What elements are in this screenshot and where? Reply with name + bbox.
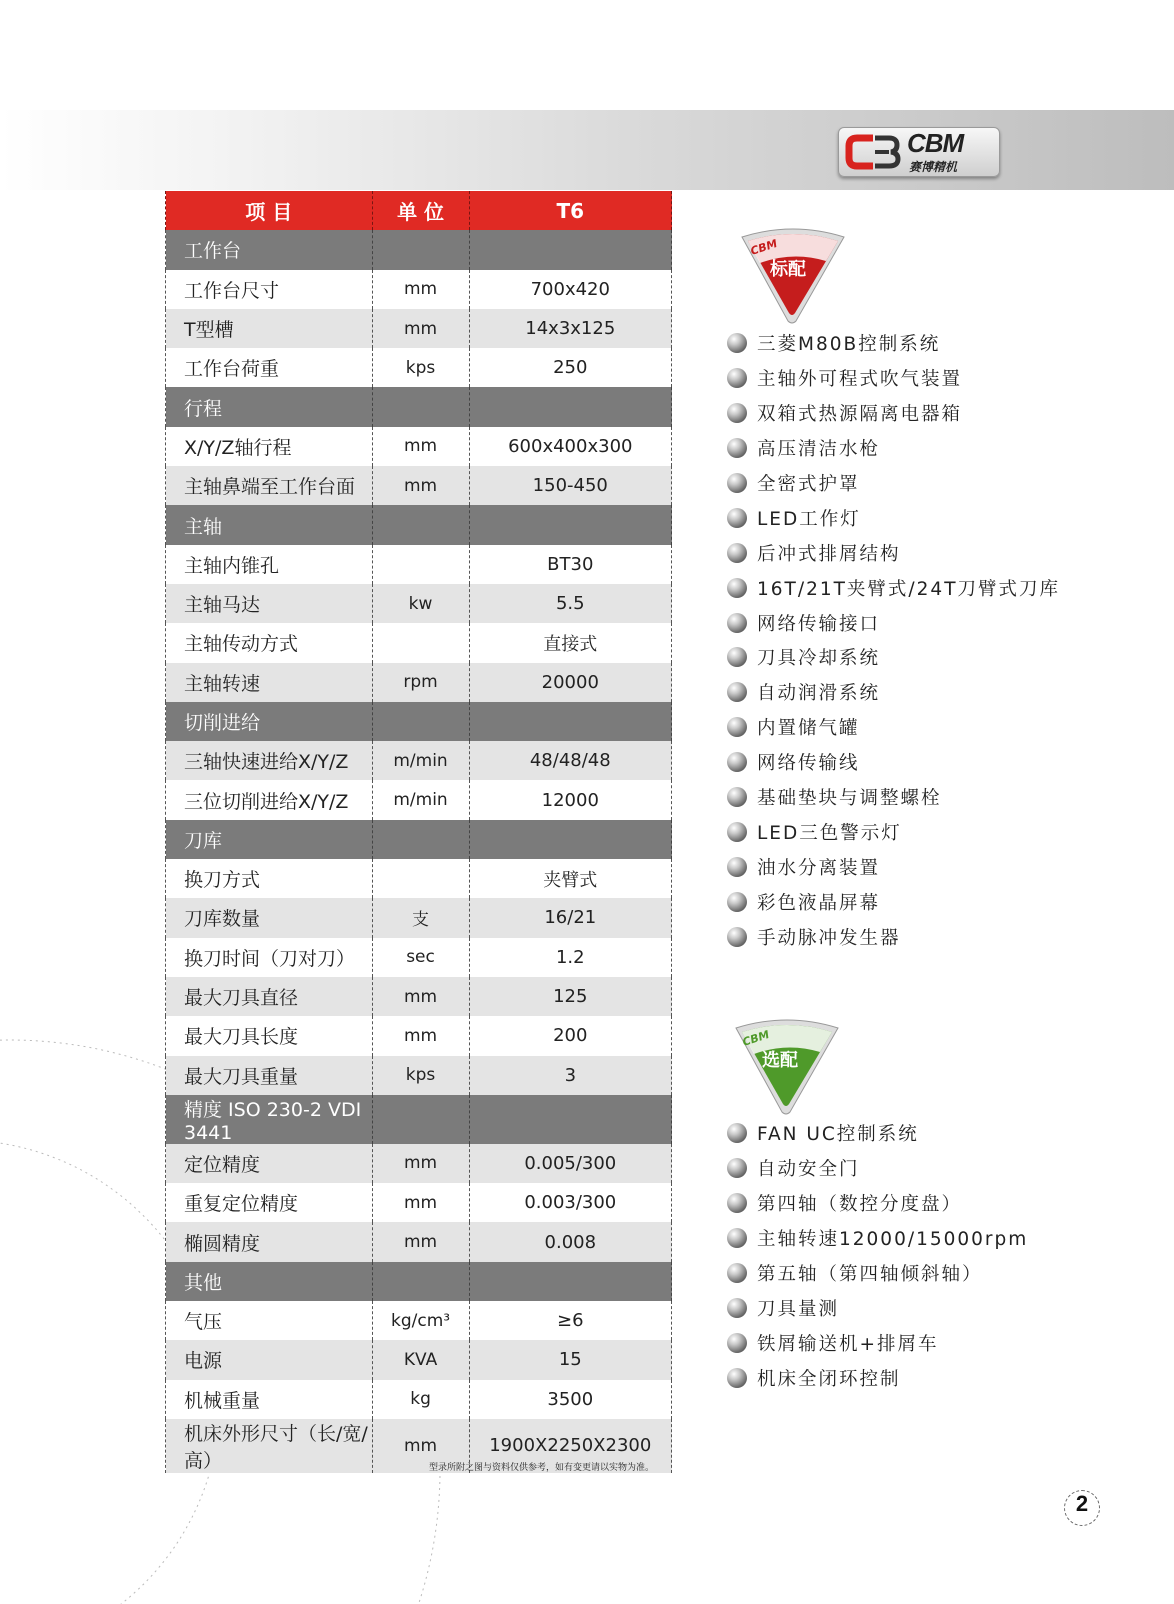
list-item-label: 16T/21T夹臂式/24T刀臂式刀库 <box>757 578 1060 600</box>
bullet-ball-icon <box>727 1123 747 1143</box>
cell-value: 直接式 <box>469 623 671 662</box>
list-item-label: 主轴外可程式吹气装置 <box>757 369 963 391</box>
cell-unit: kw <box>372 584 469 623</box>
cell-item: 机床外形尺寸（长/宽/高） <box>166 1419 373 1473</box>
cell-item: 定位精度 <box>166 1144 373 1183</box>
cell-value: 14x3x125 <box>469 309 671 348</box>
table-row <box>166 898 672 937</box>
cell-item: 重复定位精度 <box>166 1183 373 1222</box>
spec-table <box>165 191 672 1473</box>
bullet-ball-icon <box>727 368 747 388</box>
list-item <box>727 1360 1028 1395</box>
standard-badge-label: 标配 <box>770 259 806 280</box>
bullet-ball-icon <box>727 1298 747 1318</box>
table-row <box>166 466 672 505</box>
table-row <box>166 938 672 977</box>
list-item-label: 双箱式热源隔离电器箱 <box>757 404 963 426</box>
cell-value: 1.2 <box>469 938 671 977</box>
list-item-label: 三菱M80B控制系统 <box>757 334 941 356</box>
table-row <box>166 309 672 348</box>
bullet-ball-icon <box>727 647 747 667</box>
standard-badge-brand: CBM <box>748 237 779 258</box>
cell-item: 刀库数量 <box>166 898 373 937</box>
list-item <box>727 675 1060 710</box>
cell-unit: mm <box>372 1144 469 1183</box>
cell-unit <box>372 545 469 584</box>
cell-value: 600x400x300 <box>469 427 671 466</box>
list-item-label: 铁屑输送机+排屑车 <box>757 1333 939 1355</box>
list-item <box>727 570 1060 605</box>
cell-value: 16/21 <box>469 898 671 937</box>
cell-unit: mm <box>372 1183 469 1222</box>
table-category-row <box>166 1095 672 1144</box>
cell-value: 250 <box>469 348 671 387</box>
cell-item: 切削进给 <box>166 702 373 741</box>
table-category-row <box>166 387 672 426</box>
cell-item: 精度 ISO 230-2 VDI 3441 <box>166 1095 373 1144</box>
header-model: T6 <box>469 191 671 230</box>
cell-item: 最大刀具直径 <box>166 977 373 1016</box>
cell-value: 0.005/300 <box>469 1144 671 1183</box>
cell-unit: mm <box>372 1222 469 1261</box>
cell-unit: m/min <box>372 741 469 780</box>
cell-unit: m/min <box>372 780 469 819</box>
cell-item: 主轴马达 <box>166 584 373 623</box>
cell-unit: 支 <box>372 898 469 937</box>
list-item <box>727 500 1060 535</box>
cb-logo-icon <box>845 132 903 172</box>
table-category-row <box>166 820 672 859</box>
cell-value: 125 <box>469 977 671 1016</box>
table-row <box>166 977 672 1016</box>
list-item <box>727 326 1060 361</box>
list-item <box>727 814 1060 849</box>
list-item <box>727 1325 1028 1360</box>
bullet-ball-icon <box>727 1368 747 1388</box>
cell-item: 行程 <box>166 387 373 426</box>
cell-item: 主轴传动方式 <box>166 623 373 662</box>
cell-item: 工作台 <box>166 230 373 269</box>
bullet-ball-icon <box>727 438 747 458</box>
cell-item: 工作台荷重 <box>166 348 373 387</box>
cell-value: 20000 <box>469 663 671 702</box>
list-item <box>727 431 1060 466</box>
list-item <box>727 745 1060 780</box>
cell-unit: rpm <box>372 663 469 702</box>
cell-unit: kps <box>372 1056 469 1095</box>
cell-value <box>469 1095 671 1144</box>
list-item-label: 主轴转速12000/15000rpm <box>757 1229 1029 1251</box>
table-row <box>166 1056 672 1095</box>
list-item <box>727 780 1060 815</box>
cell-value: 48/48/48 <box>469 741 671 780</box>
list-item <box>727 640 1060 675</box>
cell-value <box>469 505 671 544</box>
cell-value: ≥6 <box>469 1301 671 1340</box>
list-item <box>727 466 1060 501</box>
cell-item: 气压 <box>166 1301 373 1340</box>
cell-item: 三位切削进给X/Y/Z <box>166 780 373 819</box>
bullet-ball-icon <box>727 613 747 633</box>
cell-item: 换刀时间（刀对刀） <box>166 938 373 977</box>
optional-badge <box>732 1016 842 1116</box>
bullet-ball-icon <box>727 508 747 528</box>
bullet-ball-icon <box>727 682 747 702</box>
table-row <box>166 545 672 584</box>
table-category-row <box>166 702 672 741</box>
table-row <box>166 1144 672 1183</box>
list-item <box>727 396 1060 431</box>
list-item-label: 油水分离装置 <box>757 857 881 879</box>
table-row <box>166 1301 672 1340</box>
cell-item: T型槽 <box>166 309 373 348</box>
cell-value: 150-450 <box>469 466 671 505</box>
list-item-label: 基础垫块与调整螺栓 <box>757 788 942 810</box>
bullet-ball-icon <box>727 333 747 353</box>
table-row <box>166 427 672 466</box>
bullet-ball-icon <box>727 403 747 423</box>
list-item <box>727 535 1060 570</box>
cell-unit: KVA <box>372 1340 469 1379</box>
table-row <box>166 780 672 819</box>
bullet-ball-icon <box>727 822 747 842</box>
list-item <box>727 1290 1028 1325</box>
cell-item: 最大刀具长度 <box>166 1016 373 1055</box>
list-item <box>727 605 1060 640</box>
cell-value: 12000 <box>469 780 671 819</box>
list-item <box>727 361 1060 396</box>
list-item <box>727 1186 1028 1221</box>
cell-item: X/Y/Z轴行程 <box>166 427 373 466</box>
list-item-label: 第四轴（数控分度盘） <box>757 1194 963 1216</box>
cell-item: 主轴转速 <box>166 663 373 702</box>
table-category-row <box>166 505 672 544</box>
cell-value: 3 <box>469 1056 671 1095</box>
bullet-ball-icon <box>727 752 747 772</box>
bullet-ball-icon <box>727 717 747 737</box>
cell-value: 夹臂式 <box>469 859 671 898</box>
table-row <box>166 1183 672 1222</box>
cell-unit <box>372 702 469 741</box>
table-row <box>166 584 672 623</box>
cell-unit <box>372 820 469 859</box>
table-row <box>166 859 672 898</box>
cell-unit: mm <box>372 977 469 1016</box>
page-number: 2 <box>1064 1490 1100 1526</box>
bullet-ball-icon <box>727 927 747 947</box>
cell-unit <box>372 1095 469 1144</box>
table-row <box>166 1016 672 1055</box>
list-item <box>727 1256 1028 1291</box>
list-item-label: 后冲式排屑结构 <box>757 543 901 565</box>
bullet-ball-icon <box>727 578 747 598</box>
list-item-label: 网络传输接口 <box>757 613 881 635</box>
cell-unit: mm <box>372 270 469 309</box>
list-item-label: 内置储气罐 <box>757 718 860 740</box>
list-item-label: 自动润滑系统 <box>757 683 881 705</box>
cell-value: 1900X2250X2300 <box>469 1419 671 1473</box>
list-item-label: FAN UC控制系统 <box>757 1124 919 1146</box>
cell-value <box>469 820 671 859</box>
list-item-label: 刀具冷却系统 <box>757 648 881 670</box>
bullet-ball-icon <box>727 1333 747 1353</box>
list-item <box>727 884 1060 919</box>
cell-unit <box>372 1262 469 1301</box>
cell-value <box>469 702 671 741</box>
cell-unit: mm <box>372 427 469 466</box>
list-item <box>727 1221 1028 1256</box>
standard-features-list <box>727 326 1060 954</box>
list-item-label: 手动脉冲发生器 <box>757 927 901 949</box>
bullet-ball-icon <box>727 1228 747 1248</box>
cell-value <box>469 230 671 269</box>
optional-badge-brand: CBM <box>740 1028 771 1049</box>
table-row <box>166 1222 672 1261</box>
cell-value: 0.008 <box>469 1222 671 1261</box>
cell-value <box>469 387 671 426</box>
table-header-row <box>166 191 672 230</box>
list-item-label: 彩色液晶屏幕 <box>757 892 881 914</box>
list-item-label: 全密式护罩 <box>757 474 860 495</box>
cell-unit <box>372 623 469 662</box>
table-row <box>166 1380 672 1419</box>
cell-unit: mm <box>372 466 469 505</box>
list-item-label: 刀具量测 <box>757 1298 840 1320</box>
cell-unit <box>372 387 469 426</box>
table-row <box>166 348 672 387</box>
bullet-ball-icon <box>727 787 747 807</box>
bullet-ball-icon <box>727 543 747 563</box>
cell-unit: mm <box>372 1016 469 1055</box>
list-item <box>727 849 1060 884</box>
brand-subtitle: 赛博精机 <box>909 160 958 174</box>
cell-value <box>469 1262 671 1301</box>
cell-value: 15 <box>469 1340 671 1379</box>
header-unit: 单 位 <box>372 191 469 230</box>
cell-unit: kps <box>372 348 469 387</box>
cell-unit: sec <box>372 938 469 977</box>
cell-item: 机械重量 <box>166 1380 373 1419</box>
cell-unit <box>372 859 469 898</box>
list-item <box>727 1151 1028 1186</box>
cell-unit <box>372 505 469 544</box>
bullet-ball-icon <box>727 892 747 912</box>
table-row <box>166 741 672 780</box>
list-item <box>727 1116 1028 1151</box>
bullet-ball-icon <box>727 1158 747 1178</box>
table-category-row <box>166 230 672 269</box>
list-item-label: 高压清洁水枪 <box>757 439 881 461</box>
list-item-label: 第五轴（第四轴倾斜轴） <box>757 1264 983 1285</box>
list-item-label: 自动安全门 <box>757 1159 860 1181</box>
bullet-ball-icon <box>727 857 747 877</box>
list-item <box>727 919 1060 954</box>
list-item-label: LED三色警示灯 <box>757 822 902 844</box>
cell-value: 5.5 <box>469 584 671 623</box>
cell-item: 三轴快速进给X/Y/Z <box>166 741 373 780</box>
bullet-ball-icon <box>727 1263 747 1283</box>
cell-value: 0.003/300 <box>469 1183 671 1222</box>
list-item-label: 机床全闭环控制 <box>757 1368 901 1390</box>
cell-unit: mm <box>372 309 469 348</box>
list-item-label: LED工作灯 <box>757 508 861 530</box>
cell-item: 刀库 <box>166 820 373 859</box>
table-row <box>166 663 672 702</box>
cell-value: BT30 <box>469 545 671 584</box>
table-row <box>166 1340 672 1379</box>
cell-unit: mm <box>372 1419 469 1473</box>
cell-item: 换刀方式 <box>166 859 373 898</box>
optional-features-list <box>727 1116 1028 1395</box>
optional-badge-label: 选配 <box>762 1050 798 1071</box>
cell-value: 700x420 <box>469 270 671 309</box>
bullet-ball-icon <box>727 473 747 493</box>
cell-item: 电源 <box>166 1340 373 1379</box>
cell-unit: kg/cm³ <box>372 1301 469 1340</box>
standard-badge <box>738 225 848 325</box>
cell-item: 椭圆精度 <box>166 1222 373 1261</box>
cell-item: 主轴鼻端至工作台面 <box>166 466 373 505</box>
cell-value: 3500 <box>469 1380 671 1419</box>
cell-unit: kg <box>372 1380 469 1419</box>
cell-item: 工作台尺寸 <box>166 270 373 309</box>
brand-logo <box>838 127 1000 177</box>
cell-unit <box>372 230 469 269</box>
table-row <box>166 270 672 309</box>
brand-name: CBM <box>907 128 964 158</box>
bullet-ball-icon <box>727 1193 747 1213</box>
list-item <box>727 710 1060 745</box>
cell-item: 主轴内锥孔 <box>166 545 373 584</box>
list-item-label: 网络传输线 <box>757 753 860 775</box>
cell-item: 其他 <box>166 1262 373 1301</box>
cell-value: 200 <box>469 1016 671 1055</box>
cell-item: 最大刀具重量 <box>166 1056 373 1095</box>
cell-item: 主轴 <box>166 505 373 544</box>
header-item: 项 目 <box>166 191 373 230</box>
spec-table-body <box>166 230 672 1473</box>
table-row <box>166 623 672 662</box>
disclaimer-note: 型录所附之图与资料仅供参考，如有变更请以实物为准。 <box>429 1463 655 1473</box>
table-category-row <box>166 1262 672 1301</box>
